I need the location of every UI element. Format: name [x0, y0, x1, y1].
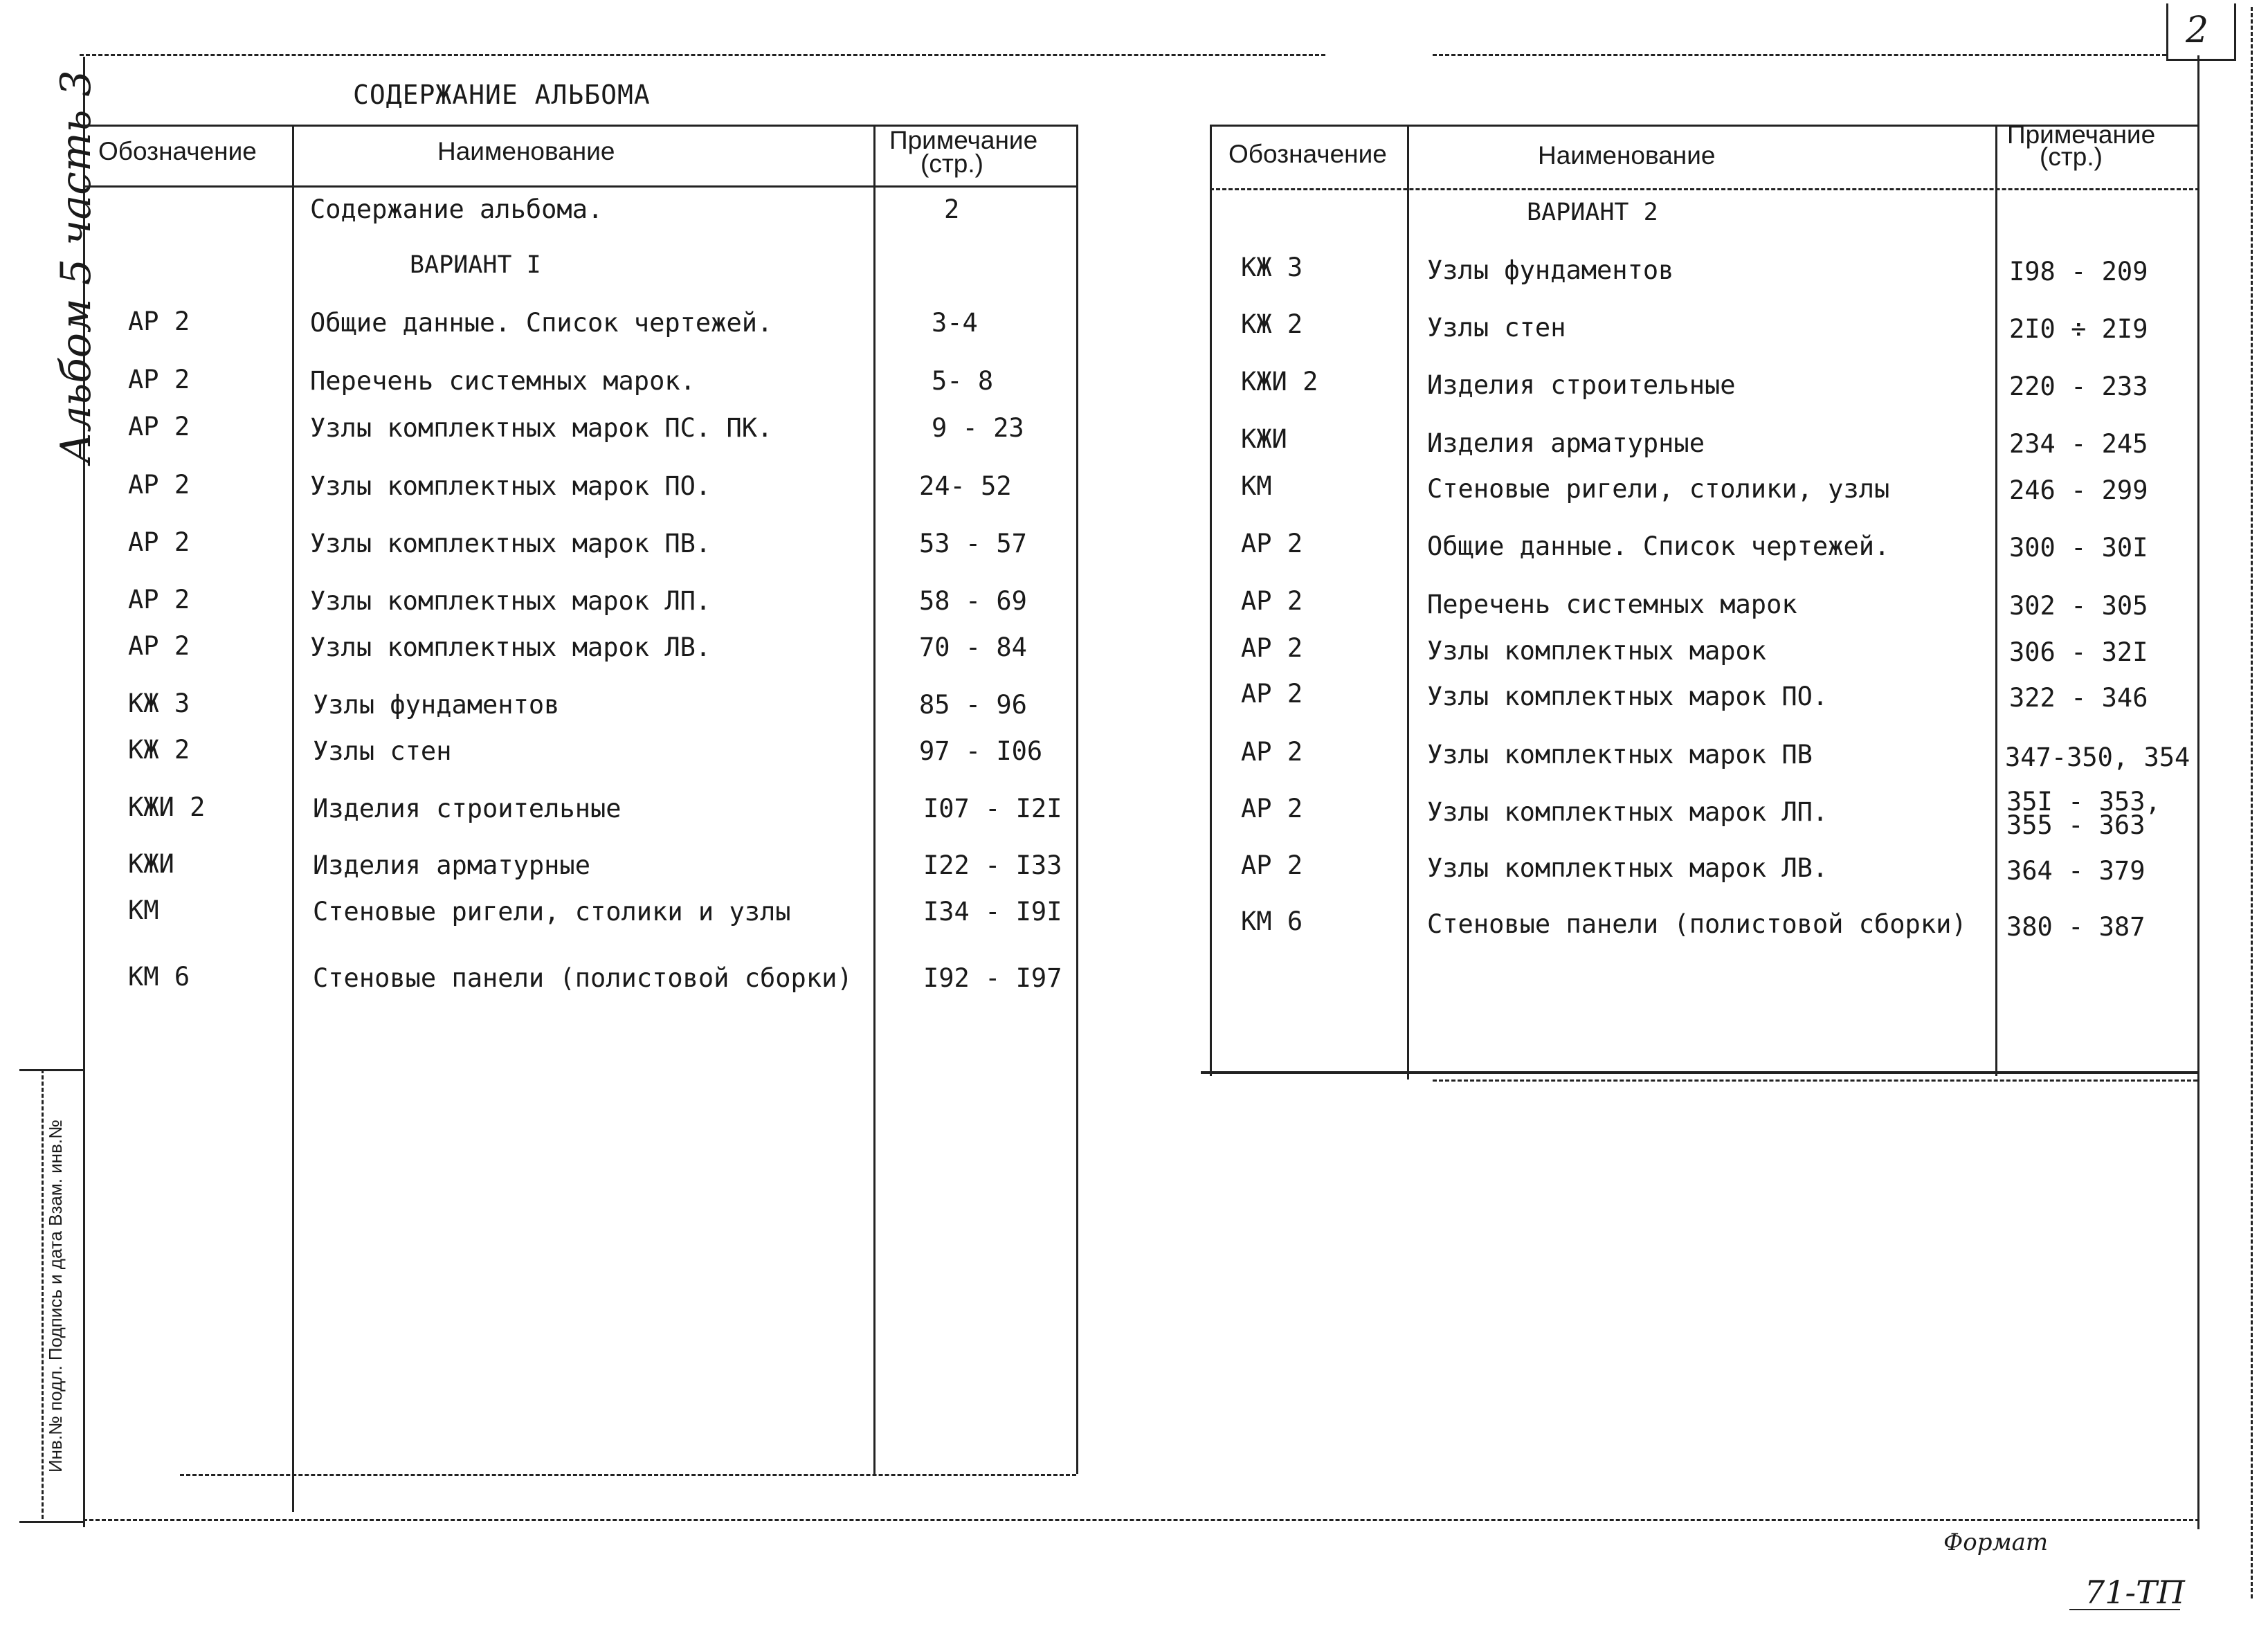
right-table-bottom-border: [1201, 1071, 2197, 1074]
right-header-name: Наименование: [1538, 141, 1716, 170]
left-row-3-name: Перечень системных марок.: [310, 366, 696, 396]
page-number: 2: [2186, 10, 2209, 51]
left-row-14-pages: I92 - I97: [923, 963, 1062, 993]
right-row-11-pages-2: 355 - 363: [2006, 810, 2145, 840]
right-row-4-code: КЖИ: [1241, 424, 1287, 454]
right-row-6-code: АР 2: [1241, 529, 1303, 558]
right-row-5-code: КМ: [1241, 471, 1272, 501]
left-row-5-pages: 24- 52: [919, 471, 1012, 501]
right-row-7-pages: 302 - 305: [2009, 591, 2148, 621]
left-row-11-name: Изделия строительные: [313, 794, 622, 823]
left-row-4-code: АР 2: [128, 412, 190, 441]
left-row-14-name: Стеновые панели (полистовой сборки): [313, 963, 853, 993]
left-row-8-code: АР 2: [128, 631, 190, 661]
right-row-1-code: КЖ 3: [1241, 253, 1303, 282]
right-row-2-code: КЖ 2: [1241, 309, 1303, 339]
left-row-13-code: КМ: [128, 895, 159, 925]
right-table-bottom-line-2: [1433, 1079, 2197, 1082]
left-row-10-name: Узлы стен: [313, 736, 452, 766]
right-row-5-pages: 246 - 299: [2009, 475, 2148, 505]
right-row-9-code: АР 2: [1241, 679, 1303, 709]
left-header-note-1: Примечание: [889, 126, 1038, 154]
right-col-divider-1: [1407, 125, 1409, 1079]
right-row-9-pages: 322 - 346: [2009, 683, 2148, 713]
left-row-3-pages: 5- 8: [932, 366, 994, 396]
left-row-12-pages: I22 - I33: [923, 850, 1062, 880]
right-row-2-name: Узлы стен: [1427, 313, 1566, 343]
right-row-13-name: Стеновые панели (полистовой сборки): [1427, 909, 1967, 939]
left-row-12-code: КЖИ: [128, 849, 174, 879]
right-header-note-1: Примечание: [2007, 120, 2156, 149]
right-row-1-pages: I98 - 209: [2009, 257, 2148, 286]
left-row-6-code: АР 2: [128, 527, 190, 557]
left-row-10-pages: 97 - I06: [919, 736, 1043, 766]
left-row-7-pages: 58 - 69: [919, 586, 1027, 616]
right-header-designation: Обозначение: [1228, 140, 1387, 168]
top-frame-line-right: [1433, 54, 2166, 56]
right-row-4-pages: 234 - 245: [2009, 429, 2148, 459]
right-row-11-name: Узлы комплектных марок ЛП.: [1427, 797, 1829, 827]
bottom-frame-line: [83, 1519, 2199, 1521]
right-row-6-name: Общие данные. Список чертежей.: [1427, 531, 1890, 561]
left-row-7-code: АР 2: [128, 585, 190, 614]
right-row-4-name: Изделия арматурные: [1427, 428, 1705, 458]
left-row-0-pages: 2: [944, 194, 960, 224]
right-row-10-code: АР 2: [1241, 737, 1303, 767]
right-row-12-name: Узлы комплектных марок ЛВ.: [1427, 853, 1829, 883]
left-row-10-code: КЖ 2: [128, 735, 190, 765]
right-row-3-name: Изделия строительные: [1427, 370, 1736, 400]
right-table-left-border: [1210, 125, 1212, 1076]
right-row-10-name: Узлы комплектных марок ПВ: [1427, 740, 1813, 769]
left-row-4-pages: 9 - 23: [932, 413, 1024, 443]
left-row-11-code: КЖИ 2: [128, 792, 206, 822]
left-row-5-name: Узлы комплектных марок ПО.: [310, 471, 711, 501]
left-row-2-pages: 3-4: [932, 308, 978, 338]
left-row-13-pages: I34 - I9I: [923, 897, 1062, 927]
right-row-6-pages: 300 - 30I: [2009, 533, 2148, 563]
stamp-strip-divider: [42, 1069, 44, 1519]
right-row-3-code: КЖИ 2: [1241, 367, 1318, 397]
right-row-13-pages: 380 - 387: [2006, 912, 2145, 942]
right-row-13-code: КМ 6: [1241, 906, 1303, 936]
right-row-12-pages: 364 - 379: [2006, 856, 2145, 886]
left-row-11-pages: I07 - I2I: [923, 794, 1062, 823]
right-table-header-border: [1210, 188, 2199, 190]
left-row-9-code: КЖ 3: [128, 689, 190, 718]
right-row-11-code: АР 2: [1241, 794, 1303, 823]
right-row-12-code: АР 2: [1241, 850, 1303, 880]
right-row-8-name: Узлы комплектных марок: [1427, 636, 1767, 666]
left-row-2-code: АР 2: [128, 307, 190, 336]
right-section-title: ВАРИАНТ 2: [1527, 199, 1658, 226]
side-label: Альбом 5 часть 3: [52, 70, 100, 464]
right-row-5-name: Стеновые ригели, столики, узлы: [1427, 474, 1890, 504]
left-header-designation: Обозначение: [98, 137, 257, 165]
right-row-9-name: Узлы комплектных марок ПО.: [1427, 682, 1829, 711]
left-row-12-name: Изделия арматурные: [313, 850, 590, 880]
left-header-name: Наименование: [437, 137, 615, 165]
left-row-6-name: Узлы комплектных марок ПВ.: [310, 529, 711, 558]
left-table-right-border: [1076, 125, 1078, 1474]
outer-frame-right: [2197, 55, 2199, 1529]
far-right-edge-line: [2251, 7, 2253, 1598]
left-row-13-name: Стеновые ригели, столики и узлы: [313, 897, 791, 927]
left-row-0-name: Содержание альбома.: [310, 194, 604, 224]
right-row-7-code: АР 2: [1241, 586, 1303, 616]
right-row-11-pages: 35I - 353,: [2006, 787, 2161, 817]
format-label: Формат: [1943, 1529, 2049, 1556]
left-row-6-pages: 53 - 57: [919, 529, 1027, 558]
left-table-header-border: [83, 185, 1078, 188]
right-header-note-2: (стр.): [2040, 143, 2103, 171]
right-row-8-code: АР 2: [1241, 633, 1303, 663]
left-row-7-name: Узлы комплектных марок ЛП.: [310, 586, 711, 616]
right-row-8-pages: 306 - 32I: [2009, 637, 2148, 667]
right-row-1-name: Узлы фундаментов: [1427, 255, 1674, 285]
right-row-7-name: Перечень системных марок: [1427, 590, 1797, 619]
left-row-3-code: АР 2: [128, 365, 190, 394]
right-col-divider-2: [1995, 125, 1997, 1076]
left-row-2-name: Общие данные. Список чертежей.: [310, 308, 773, 338]
stamp-label: Инв.№ подл. Подпись и дата Взам. инв.№: [45, 1119, 66, 1473]
left-row-8-name: Узлы комплектных марок ЛВ.: [310, 632, 711, 662]
top-frame-line: [80, 54, 1325, 56]
left-col-divider-2: [873, 125, 876, 1474]
left-row-14-code: КМ 6: [128, 962, 190, 992]
left-row-5-code: АР 2: [128, 470, 190, 500]
left-table-bottom-line: [180, 1474, 1076, 1476]
document-code-underline: [2069, 1609, 2180, 1610]
left-row-9-name: Узлы фундаментов: [313, 690, 560, 720]
left-header-note-2: (стр.): [920, 149, 983, 178]
right-row-3-pages: 220 - 233: [2009, 372, 2148, 401]
document-code: 71-ТП: [2085, 1574, 2185, 1611]
left-col-divider-1: [292, 125, 294, 1512]
left-row-9-pages: 85 - 96: [919, 690, 1027, 720]
left-section-title: ВАРИАНТ I: [410, 251, 541, 279]
page-title: СОДЕРЖАНИЕ АЛЬБОМА: [353, 80, 651, 110]
right-row-10-pages: 347-350, 354: [2005, 742, 2190, 772]
right-row-2-pages: 2I0 ÷ 2I9: [2009, 314, 2148, 344]
left-row-8-pages: 70 - 84: [919, 632, 1027, 662]
left-row-4-name: Узлы комплектных марок ПС. ПК.: [310, 413, 773, 443]
